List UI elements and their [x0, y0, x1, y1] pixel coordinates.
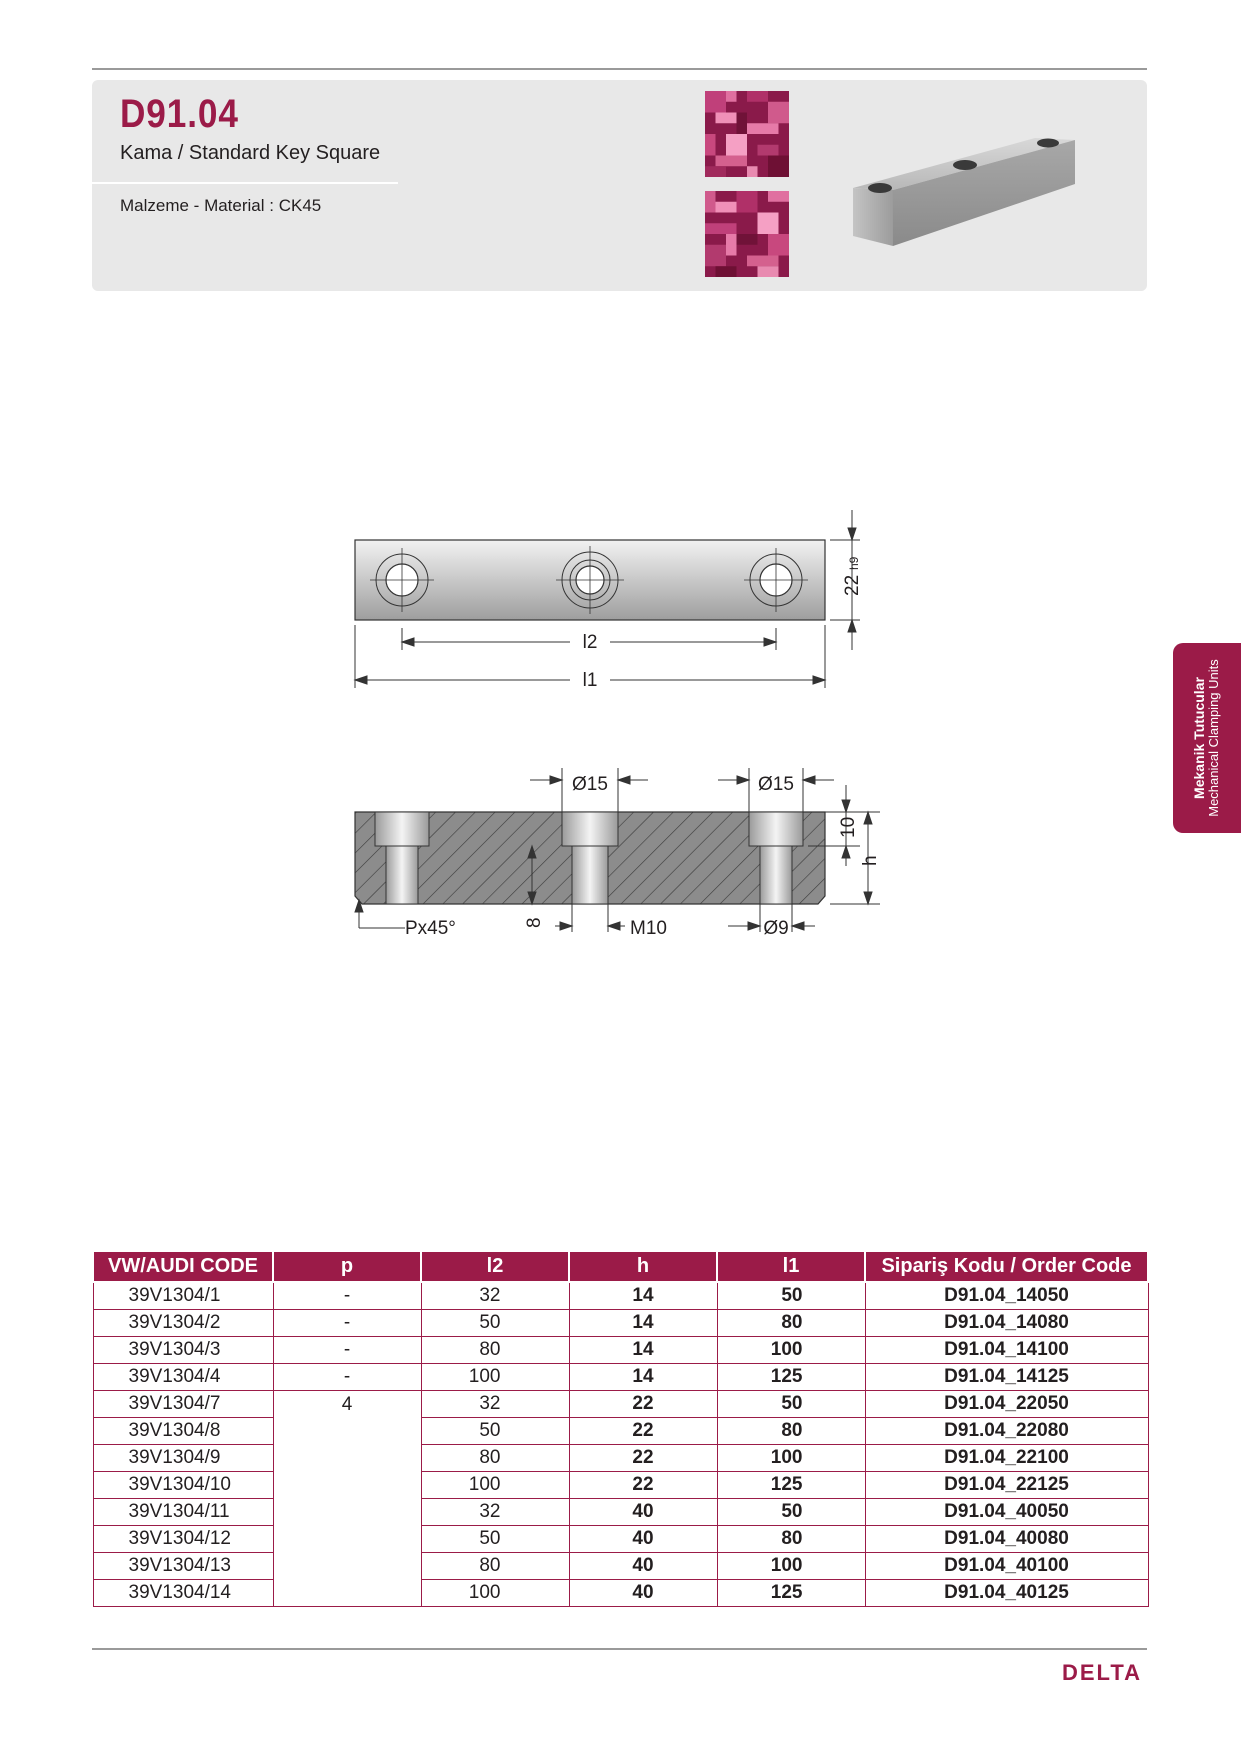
dim-h: h	[860, 855, 881, 866]
p-cell: -	[273, 1337, 421, 1364]
order-code-cell: D91.04_22080	[865, 1418, 1148, 1445]
l2-cell: 50	[421, 1418, 569, 1445]
order-code-cell: D91.04_40100	[865, 1553, 1148, 1580]
order-code-cell: D91.04_14080	[865, 1310, 1148, 1337]
vw-code-cell: 39V1304/12	[93, 1526, 273, 1553]
order-code-cell: D91.04_14050	[865, 1282, 1148, 1310]
vw-code-cell: 39V1304/8	[93, 1418, 273, 1445]
table-header-row	[93, 1251, 1148, 1282]
column-header: h	[569, 1251, 717, 1282]
l1-cell: 50	[717, 1499, 865, 1526]
table-row	[93, 1337, 1148, 1364]
dim-dia15-right: Ø15	[758, 774, 794, 795]
material-label: Malzeme - Material : CK45	[120, 196, 322, 215]
l1-cell: 125	[717, 1364, 865, 1391]
order-code-cell: D91.04_22050	[865, 1391, 1148, 1418]
p-cell: -	[273, 1364, 421, 1391]
p-cell: -	[273, 1310, 421, 1337]
l2-cell: 100	[421, 1472, 569, 1499]
order-code-cell: D91.04_14125	[865, 1364, 1148, 1391]
h-cell: 14	[569, 1310, 717, 1337]
vw-code-cell: 39V1304/9	[93, 1445, 273, 1472]
h-cell: 22	[569, 1418, 717, 1445]
dim-dia9: Ø9	[763, 918, 789, 939]
p-cell: 4	[273, 1391, 421, 1607]
technical-drawing	[340, 500, 900, 960]
top-rule	[92, 68, 1147, 70]
brand-logo: DELTA	[1062, 1660, 1143, 1685]
l2-cell: 100	[421, 1364, 569, 1391]
category-side-tab-label	[1192, 659, 1222, 817]
dim-10: 10	[838, 816, 859, 838]
table-row	[93, 1580, 1148, 1607]
order-code-cell: D91.04_40080	[865, 1526, 1148, 1553]
table-row	[93, 1526, 1148, 1553]
order-code-cell: D91.04_40125	[865, 1580, 1148, 1607]
bottom-rule	[92, 1648, 1147, 1650]
l1-cell: 100	[717, 1445, 865, 1472]
h-cell: 40	[569, 1526, 717, 1553]
h-cell: 14	[569, 1337, 717, 1364]
table-row	[93, 1391, 1148, 1418]
l2-cell: 32	[421, 1282, 569, 1310]
table-row	[93, 1472, 1148, 1499]
l1-cell: 50	[717, 1282, 865, 1310]
table-row	[93, 1445, 1148, 1472]
column-header: l1	[717, 1251, 865, 1282]
vw-code-cell: 39V1304/4	[93, 1364, 273, 1391]
qr-code-icon[interactable]	[705, 91, 789, 177]
order-code-cell: D91.04_14100	[865, 1337, 1148, 1364]
vw-code-cell: 39V1304/1	[93, 1282, 273, 1310]
dim-l1: l1	[582, 670, 598, 691]
dim-dia15-left: Ø15	[572, 774, 608, 795]
h-cell: 40	[569, 1499, 717, 1526]
l2-cell: 80	[421, 1337, 569, 1364]
l2-cell: 32	[421, 1499, 569, 1526]
table-row	[93, 1310, 1148, 1337]
dim-8: 8	[524, 917, 545, 928]
product-subtitle: Kama / Standard Key Square	[120, 142, 381, 164]
l2-cell: 50	[421, 1526, 569, 1553]
table-row	[93, 1499, 1148, 1526]
vw-code-cell: 39V1304/2	[93, 1310, 273, 1337]
vw-code-cell: 39V1304/10	[93, 1472, 273, 1499]
vw-code-cell: 39V1304/7	[93, 1391, 273, 1418]
h-cell: 40	[569, 1580, 717, 1607]
l2-cell: 80	[421, 1553, 569, 1580]
h-cell: 14	[569, 1364, 717, 1391]
l1-cell: 50	[717, 1391, 865, 1418]
product-code: D91.04	[120, 92, 239, 136]
l1-cell: 80	[717, 1310, 865, 1337]
dim-22: 22	[842, 574, 863, 596]
p-cell: -	[273, 1282, 421, 1310]
l2-cell: 80	[421, 1445, 569, 1472]
column-header: Sipariş Kodu / Order Code	[865, 1251, 1148, 1282]
h-cell: 14	[569, 1282, 717, 1310]
spec-table	[92, 1250, 1149, 1607]
h-cell: 22	[569, 1445, 717, 1472]
order-code-cell: D91.04_40050	[865, 1499, 1148, 1526]
order-code-cell: D91.04_22125	[865, 1472, 1148, 1499]
table-row	[93, 1282, 1148, 1310]
l1-cell: 125	[717, 1580, 865, 1607]
dim-h9: h9	[847, 556, 861, 570]
table-row	[93, 1418, 1148, 1445]
vw-code-cell: 39V1304/13	[93, 1553, 273, 1580]
order-code-cell: D91.04_22100	[865, 1445, 1148, 1472]
column-header: l2	[421, 1251, 569, 1282]
h-cell: 22	[569, 1472, 717, 1499]
h-cell: 22	[569, 1391, 717, 1418]
vw-code-cell: 39V1304/11	[93, 1499, 273, 1526]
table-row	[93, 1364, 1148, 1391]
column-header: VW/AUDI CODE	[93, 1251, 273, 1282]
l1-cell: 100	[717, 1553, 865, 1580]
vw-code-cell: 39V1304/3	[93, 1337, 273, 1364]
vw-code-cell: 39V1304/14	[93, 1580, 273, 1607]
l2-cell: 32	[421, 1391, 569, 1418]
category-title-en: Mechanical Clamping Units	[1206, 659, 1222, 817]
product-photo	[845, 128, 1085, 254]
h-cell: 40	[569, 1553, 717, 1580]
subtitle-divider	[92, 182, 398, 184]
dim-m10: M10	[630, 918, 667, 939]
qr-code-icon[interactable]	[705, 191, 789, 277]
l1-cell: 125	[717, 1472, 865, 1499]
dim-chamfer: Px45°	[405, 918, 456, 939]
column-header: p	[273, 1251, 421, 1282]
l1-cell: 80	[717, 1526, 865, 1553]
category-title-tr: Mekanik Tutucular	[1191, 677, 1208, 799]
l2-cell: 100	[421, 1580, 569, 1607]
l1-cell: 80	[717, 1418, 865, 1445]
l1-cell: 100	[717, 1337, 865, 1364]
l2-cell: 50	[421, 1310, 569, 1337]
dim-l2: l2	[582, 632, 598, 653]
table-row	[93, 1553, 1148, 1580]
